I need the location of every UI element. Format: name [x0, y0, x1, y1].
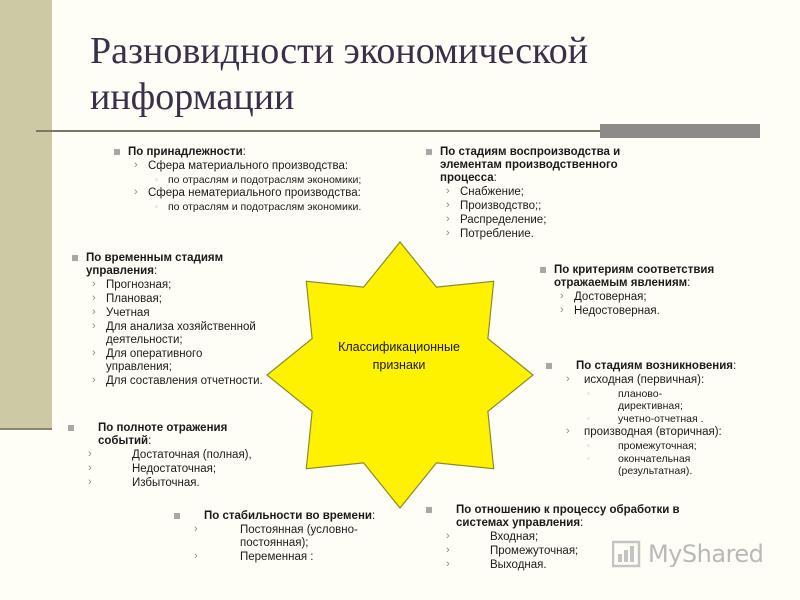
list-item: › Достаточная (полная),	[68, 449, 288, 462]
block-heading: По принадлежности:	[114, 146, 404, 159]
sub-list-item: ◦ промежуточная;	[546, 440, 766, 452]
block-completeness	[68, 422, 288, 490]
list-item: › Выходная.	[426, 559, 686, 572]
block-stability	[174, 510, 404, 564]
list-item: › Для анализа хозяйственной деятельности;	[72, 321, 286, 347]
page-title: Разновидности экономической информации	[90, 30, 589, 118]
list-item: › Прогнозная;	[72, 279, 292, 292]
list-item: › Сфера нематериального производства:	[114, 187, 404, 200]
block-reproduction	[426, 146, 666, 241]
list-item: › Потребление.	[426, 228, 666, 241]
sub-list-item: ◦ по отраслям и подотраслям экономики.	[114, 201, 404, 213]
list-item: › Недостаточная;	[68, 463, 288, 476]
block-ownership	[114, 146, 404, 213]
list-item: › Распределение;	[426, 214, 666, 227]
list-item: › Для составления отчетности.	[72, 375, 292, 388]
block-heading: По стабильности во времени:	[174, 510, 404, 523]
block-management	[72, 252, 292, 388]
list-item: › исходная (первичная):	[546, 374, 766, 387]
list-item: › Входная;	[426, 531, 686, 544]
list-item: › Плановая;	[72, 293, 292, 306]
watermark-text: MyShared	[648, 540, 764, 568]
sub-list-item: ◦ по отраслям и подотраслям экономики;	[114, 174, 404, 186]
block-heading: По стадиям воспроизводства и элементам производственного процесса:	[426, 146, 666, 185]
list-item: › Постоянная (условно-постоянная);	[174, 524, 380, 550]
list-item: › Переменная :	[174, 551, 404, 564]
list-item: › Промежуточная;	[426, 545, 686, 558]
block-origin	[546, 360, 766, 477]
list-item: › Учетная	[72, 307, 292, 320]
sub-list-item: ◦ окончательная (результатная).	[546, 453, 728, 477]
list-item: › Избыточная.	[68, 477, 288, 490]
list-item: › Недостоверная.	[540, 305, 760, 318]
block-heading: По стадиям возникновения:	[546, 360, 766, 373]
block-heading: По отношению к процессу обработки в системах управления:	[426, 504, 686, 530]
block-heading: По полноте отражения событий:	[68, 422, 248, 448]
list-item: › Производство;;	[426, 200, 666, 213]
block-heading: По критериям соответствия отражаемым явлениям:	[540, 264, 760, 290]
list-item: › производная (вторичная):	[546, 426, 766, 439]
center-label: Классификационные признаки	[338, 340, 460, 372]
block-criteria	[540, 264, 760, 318]
sub-list-item: ◦ планово-директивная;	[546, 388, 688, 412]
list-item: › Достоверная;	[540, 291, 760, 304]
block-heading: По временным стадиям управления:	[72, 252, 256, 278]
eight-point-star	[267, 242, 533, 508]
list-item: › Снабжение;	[426, 186, 666, 199]
sub-list-item: ◦ учетно-отчетная .	[546, 413, 766, 425]
list-item: › Сфера материального производства:	[114, 160, 404, 173]
list-item: › Для оперативного управления;	[72, 348, 256, 374]
